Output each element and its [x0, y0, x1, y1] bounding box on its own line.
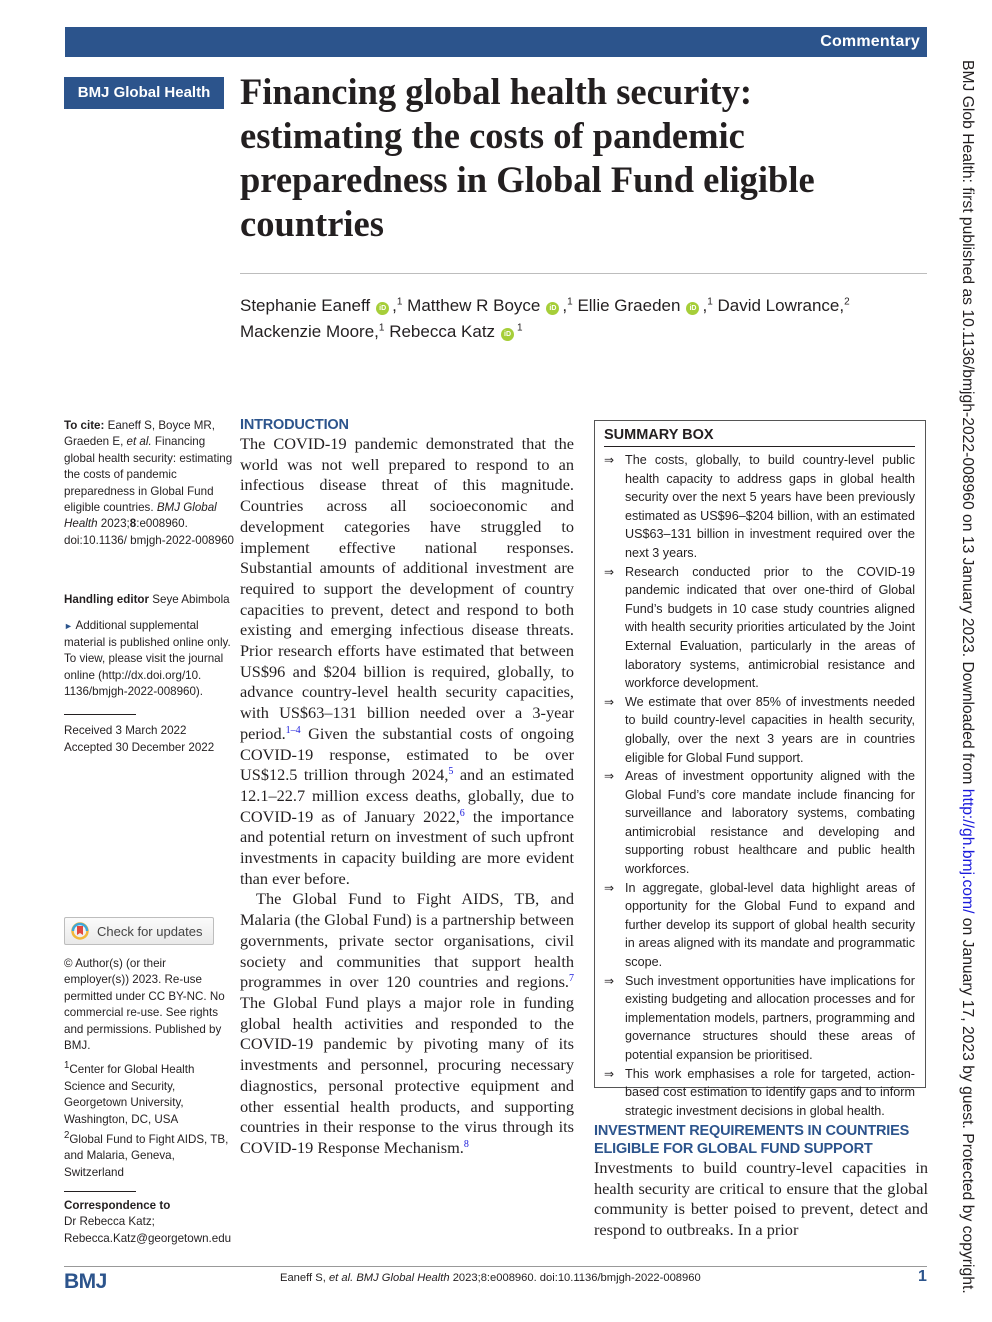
footer-divider	[64, 1266, 927, 1267]
reference-link[interactable]: 5	[448, 766, 454, 778]
reference-link[interactable]: 1–4	[285, 724, 301, 736]
accepted-date: Accepted 30 December 2022	[64, 740, 215, 754]
article-type: Commentary	[820, 33, 920, 50]
received-date: Received 3 March 2022	[64, 724, 187, 738]
author[interactable]: Rebecca Katz $iD^1$	[389, 322, 523, 342]
introduction-section	[240, 416, 574, 1159]
editor-block	[64, 592, 234, 756]
to-cite-label: To cite:	[64, 419, 105, 432]
double-arrow-icon: ⇒	[604, 973, 615, 988]
correspondence-label: Correspondence to	[64, 1199, 171, 1212]
author[interactable]: David Lowrance,$^2$	[717, 295, 850, 315]
double-arrow-icon: ⇒	[604, 564, 615, 579]
affiliation: $^1$Center for Global Health Science and Security, Georgetown University, Washington, DC, USA	[64, 1060, 195, 1126]
summary-item: ⇒ In aggregate, global-level data highlight areas of opportunity for the Global Fund to expand and further develop its support of global health security in areas aligned with its mandate and programmatic scope.	[604, 880, 915, 970]
author[interactable]: Matthew R Boyce iD ,$^1$	[407, 295, 573, 315]
affiliation: $^2$Global Fund to Fight AIDS, TB, and Malaria, Geneva, Switzerland	[64, 1129, 229, 1179]
footer-citation: Eaneff S, et al. BMJ Global Health 2023;8:e008960. doi:10.1136/bmjgh-2022-008960	[280, 1272, 701, 1284]
summary-item: ⇒ Areas of investment opportunity aligned with the Global Fund’s core mandate include financing for surveillance and laboratory systems, combating antimicrobial resistance and developing and supporting robust healthcare and public health workforces.	[604, 769, 915, 877]
check-for-updates-button[interactable]: Check for updates	[64, 917, 214, 945]
double-arrow-icon: ⇒	[604, 694, 615, 709]
author[interactable]: Stephanie Eaneff iD ,$^1$	[240, 295, 403, 315]
paragraph: The Global Fund to Fight AIDS, TB, and Malaria (the Global Fund) is a partnership between governments, private sector organisations, civil society and communities that support health programmes in over 120 countries and regions.$^7$ The Global Fund plays a major role in funding global health activities and responded to the COVID-19 pandemic by pivoting many of its investments and personnel, procuring necessary diagnostics, personal protective equipment and other essential health products, and supporting countries in their response to the virus through its COVID-19 Response Mechanism.$^8$	[240, 889, 574, 1157]
correspondence-email[interactable]: Rebecca.Katz@georgetown.edu	[64, 1231, 232, 1245]
article-title: Financing global health security: estimating the costs of pandemic preparedness in Global Fund eligible countries	[240, 71, 815, 244]
summary-item: ⇒ We estimate that over 85% of investments needed to build country-level capacities in health security, globally, over the next 3 years are in countries eligible for Global Fund support.	[604, 694, 915, 765]
copyright-block	[64, 956, 234, 1247]
double-arrow-icon: ⇒	[604, 769, 615, 784]
summary-item: ⇒ The costs, globally, to build country-level public health capacity to address gaps in global health security over the next 5 years have been previously estimated as US$96–$204 billion, with an estimated US$63–131 billion in investment required over the next 3 years.	[604, 453, 915, 560]
reference-link[interactable]: 8	[463, 1138, 469, 1150]
journal-badge: BMJ Global Health	[64, 77, 224, 109]
double-arrow-icon: ⇒	[604, 880, 615, 895]
double-arrow-icon: ⇒	[604, 1066, 615, 1081]
handling-editor: Handling editor Seye Abimbola	[64, 593, 230, 606]
summary-box	[594, 420, 926, 1118]
summary-item: ⇒ This work emphasises a role for targeted, action-based cost estimation to identify gaps and to inform strategic investment decisions in global health.	[604, 1066, 915, 1118]
summary-list	[604, 451, 915, 1120]
article-type-band	[65, 27, 927, 57]
crossmark-icon	[71, 922, 89, 940]
paragraph: The COVID-19 pandemic demonstrated that the world was not well prepared to respond to an infectious disease threat of this magnitude. Countries across all socioeconomic and development categories have struggled to implement effective national responses. Substantial amounts of additional investment are required to support the development of country capacities to prevent, detect and respond to both existing and emerging infectious disease threats. Prior research efforts have estimated that between US$96 and $204 billion is required, globally, to advance country-level health security capacities, with US$63–131 billion needed over a 3-year period.$^{1-4}$ Given the substantial costs of ongoing COVID-19 response, estimated to be over US$12.5 trillion through 2024,$^5$ and an estimated 12.1–22.7 million excess deaths, globally, due to COVID-19 as of January 2022,$^6$ the importance and potential return on investment of such upfront investments in capacity building are more evident than ever before.	[240, 434, 574, 888]
divider	[64, 714, 136, 715]
copyright-notice: © Author(s) (or their employer(s)) 2023. Re-use permitted under CC BY-NC. No commercial re-use. See rights and permissions. Published by BMJ.	[64, 957, 225, 1053]
reference-link[interactable]: 6	[459, 807, 465, 819]
section-heading: INVESTMENT REQUIREMENTS IN COUNTRIES ELIGIBLE FOR GLOBAL FUND SUPPORT	[594, 1123, 910, 1157]
section-heading: INTRODUCTION	[240, 417, 349, 433]
triangle-right-icon: ►	[64, 621, 73, 632]
investment-section	[594, 1122, 928, 1241]
summary-item: ⇒ Research conducted prior to the COVID-19 pandemic indicated that over one-third of Global Fund’s budgets in 10 case study countries aligned with health security priorities articulated by the Joint External Evaluation, particularly in the areas of laboratory systems, antimicrobial resistance and workforce development.	[604, 564, 915, 691]
author[interactable]: Mackenzie Moore,$^1$	[240, 322, 385, 342]
orcid-icon[interactable]: iD	[546, 302, 559, 315]
bmj-logo: BMJ	[64, 1270, 107, 1293]
reference-link[interactable]: 7	[569, 973, 574, 985]
paragraph: Investments to build country-level capacities in health security are critical to ensure that the global community is better poised to prevent, detect and respond to outbreaks. In a prior	[594, 1158, 928, 1240]
summary-box-title: SUMMARY BOX	[604, 427, 915, 447]
journal-link[interactable]: http://gh.bmj.com/	[959, 788, 976, 914]
orcid-icon[interactable]: iD	[376, 302, 389, 315]
citation-block: To cite: Eaneff S, Boyce MR, Graeden E, et al. Financing global health security: estimating the costs of pandemic preparedness in Global Fund eligible countries. BMJ Global Health 2023;8:e008960. doi:10.1136/ bmjgh-2022-008960	[64, 419, 234, 547]
supplemental-note[interactable]: ► Additional supplemental material is published online only. To view, please visit the journal online (http://dx.doi.org/10. 1136/bmjgh-2022-008960).	[64, 619, 231, 699]
divider	[64, 1191, 136, 1192]
page-number: 1	[918, 1268, 927, 1285]
author[interactable]: Ellie Graeden iD ,$^1$	[577, 295, 713, 315]
orcid-icon[interactable]: iD	[686, 302, 699, 315]
double-arrow-icon: ⇒	[604, 453, 615, 467]
correspondence-name: Dr Rebecca Katz;	[64, 1215, 155, 1229]
title-divider	[240, 273, 927, 274]
summary-item: ⇒ Such investment opportunities have implications for existing budgeting and allocation processes and for implementation models, partners, programming and governance structures should these areas of potential expansion be prioritised.	[604, 973, 915, 1062]
author-list	[240, 290, 940, 343]
orcid-icon[interactable]: iD	[501, 328, 514, 341]
download-margin-note: BMJ Glob Health: first published as 10.1136/bmjgh-2022-008960 on 13 January 2023. Downloaded from http://gh.bmj.com/ on January 17, 2023 by guest. Protected by copyright.	[959, 60, 976, 1294]
